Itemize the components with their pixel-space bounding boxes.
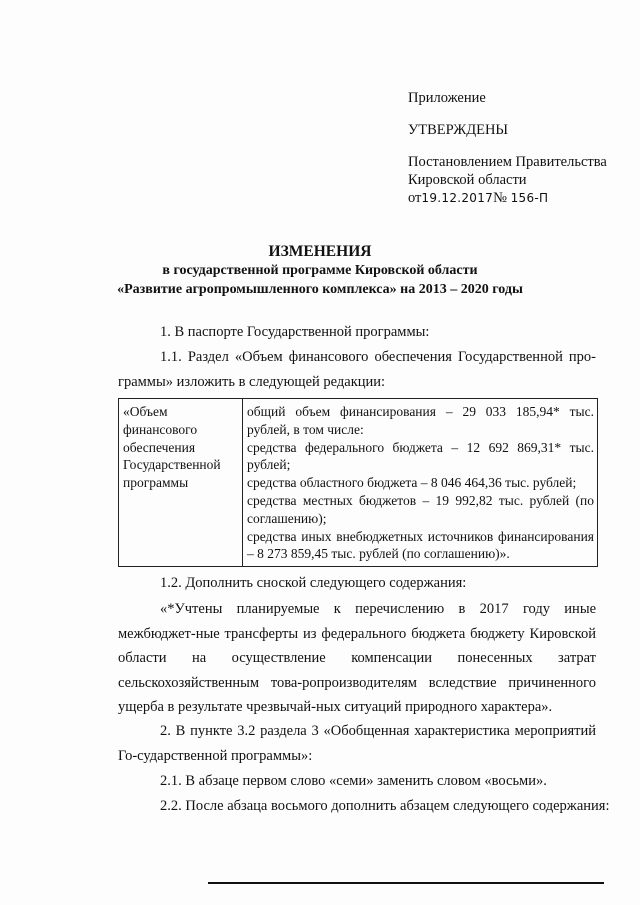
item-2-1: 2.1. В абзаце первом слово «семи» заменить словом «восьми». — [160, 773, 547, 789]
item-2-2: 2.2. После абзаца восьмого дополнить абзацем следующего содержания: — [160, 798, 610, 814]
footnote-text: «*Учтены планируемые к перечислению в 2017 году иные межбюджет-ные трансферты из федерального бюджета бюджету Кировской области на осуществление компенсации понесенных затрат сельскохозяйственным това-ропроизводителям вследствие причиненного ущерба в результате чрезвычай-ных ситуаций природного характера». — [118, 601, 596, 715]
section-1-heading: 1. В паспорте Государственной программы: — [160, 324, 430, 340]
table-left-cell: «Объем финансового обеспечения Государственной программы — [119, 399, 243, 567]
appendix-label: Приложение — [408, 90, 486, 106]
document-subtitle-2: «Развитие агропромышленного комплекса» на 2013 – 2020 годы — [117, 282, 523, 297]
federal-budget: средства федерального бюджета – 12 692 869,31* тыс. рублей; — [247, 439, 594, 473]
approved-label: УТВЕРЖДЕНЫ — [408, 122, 509, 138]
regional-budget: средства областного бюджета – 8 046 464,36 тыс. рублей; — [247, 475, 577, 491]
item-1-1: 1.1. Раздел «Объем финансового обеспечения Государственной про-граммы» изложить в следующей редакции: — [118, 349, 596, 390]
document-title: ИЗМЕНЕНИЯ — [268, 243, 372, 260]
number-prefix: № — [493, 190, 507, 206]
handwritten-number: 156-П — [510, 191, 549, 205]
item-2: 2. В пункте 3.2 раздела 3 «Обобщенная характеристика мероприятий Го-сударственной программы»: — [118, 723, 596, 764]
local-budgets: средства местных бюджетов – 19 992,82 тыс. рублей (по соглашению); — [247, 492, 594, 526]
extrabudgetary-sources: средства иных внебюджетных источников финансирования – 8 273 859,45 тыс. рублей (по соглашению)». — [247, 528, 594, 562]
bottom-scan-line — [208, 882, 604, 884]
table-row — [119, 399, 598, 567]
document-subtitle-1: в государственной программе Кировской области — [162, 263, 478, 278]
total-financing: общий объем финансирования – 29 033 185,94* тыс. рублей, в том числе: — [247, 404, 594, 437]
decree-date-line — [408, 190, 548, 207]
handwritten-date: 19.12.2017 — [421, 191, 494, 205]
decree-line-2: Кировской области — [408, 172, 527, 188]
financing-table — [118, 398, 598, 567]
date-prefix: от — [408, 190, 422, 206]
decree-line-1: Постановлением Правительства — [408, 154, 607, 170]
table-right-cell — [243, 399, 598, 567]
item-1-2: 1.2. Дополнить сноской следующего содержания: — [160, 575, 467, 591]
